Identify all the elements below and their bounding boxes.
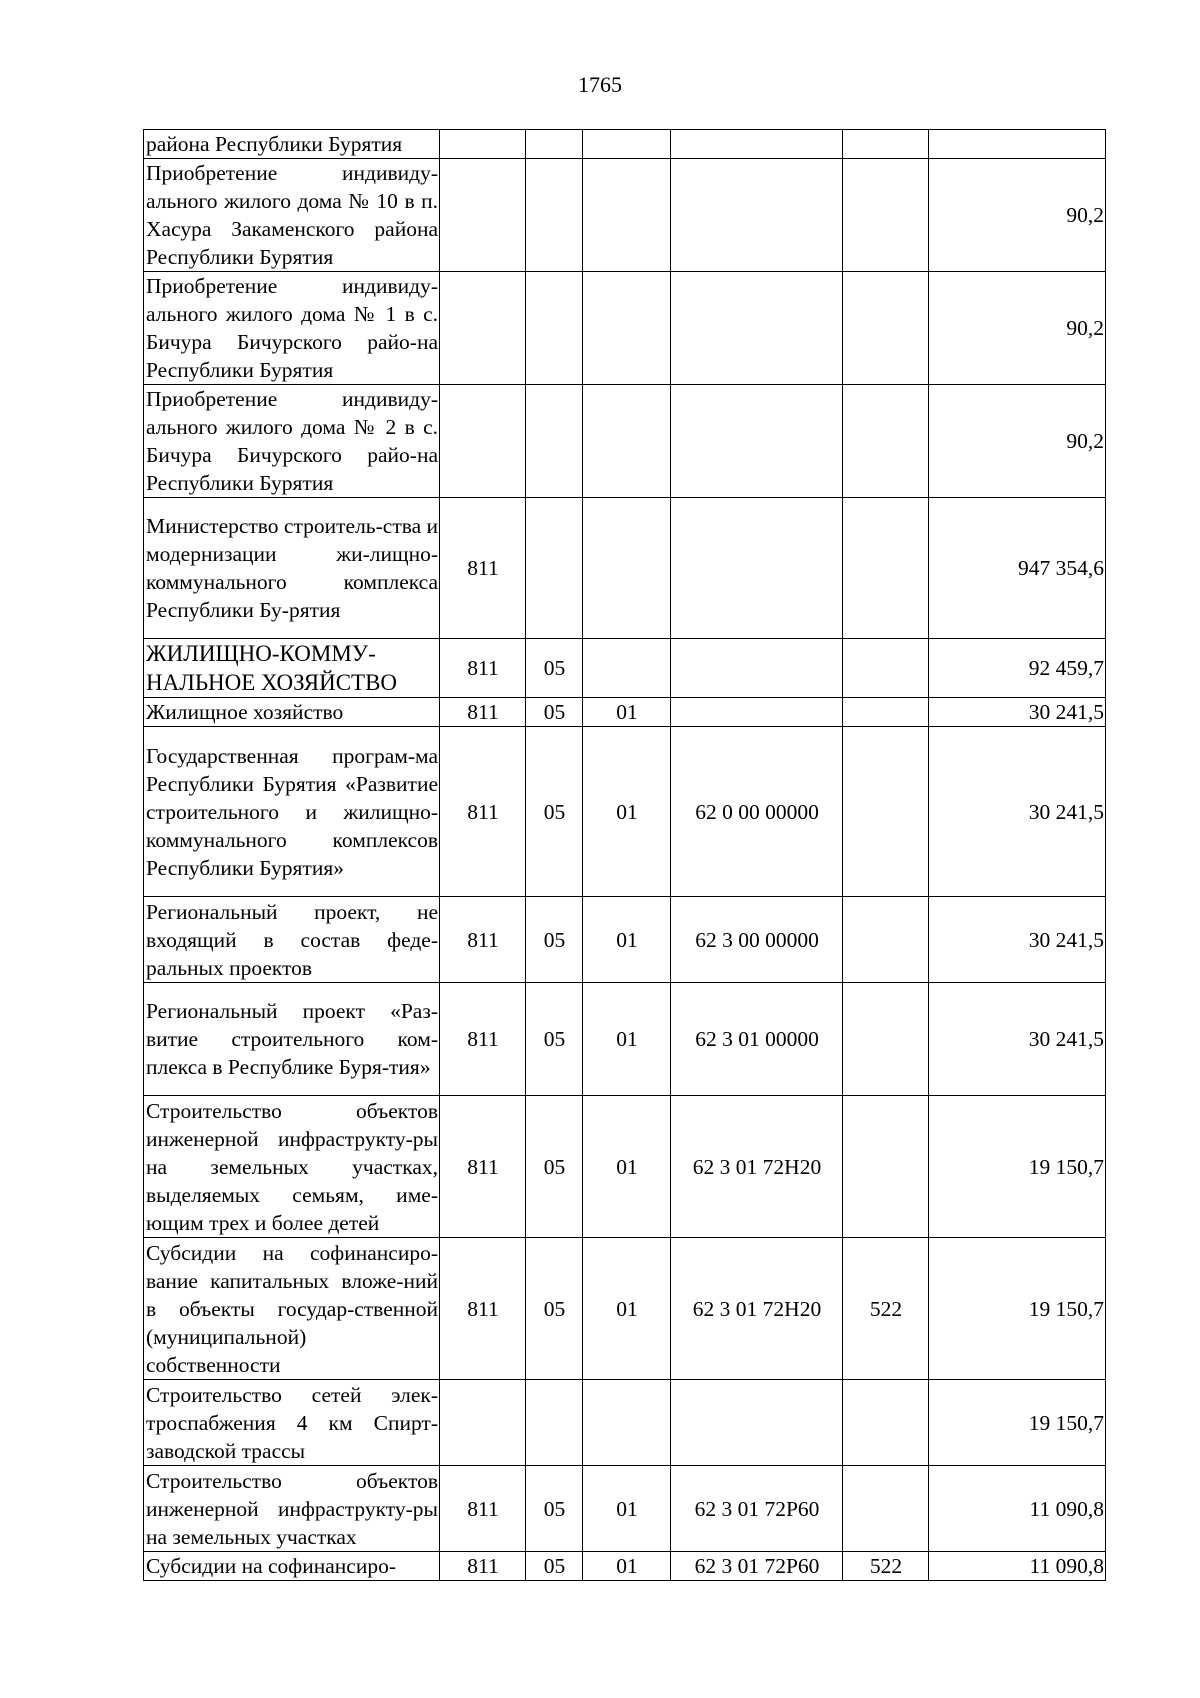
ministry-code xyxy=(440,1380,526,1466)
subsection-code: 01 xyxy=(583,1238,671,1380)
expense-type-code xyxy=(843,983,929,1096)
row-name: Субсидии на софинансиро- xyxy=(144,1552,440,1581)
subsection-code: 01 xyxy=(583,1552,671,1581)
row-name: Региональный проект «Раз-витие строительного ком-плекса в Республике Буря-тия» xyxy=(144,983,440,1096)
ministry-code: 811 xyxy=(440,727,526,897)
table-row xyxy=(144,159,1106,272)
subsection-code xyxy=(583,272,671,385)
expense-type-code xyxy=(843,272,929,385)
row-name: района Республики Бурятия xyxy=(144,130,440,159)
expense-type-code xyxy=(843,1466,929,1552)
target-code xyxy=(671,272,843,385)
target-code xyxy=(671,498,843,639)
section-code xyxy=(526,385,583,498)
table-row xyxy=(144,272,1106,385)
ministry-code: 811 xyxy=(440,1466,526,1552)
section-code: 05 xyxy=(526,698,583,727)
ministry-code xyxy=(440,130,526,159)
page-number: 1765 xyxy=(578,72,622,97)
section-code: 05 xyxy=(526,897,583,983)
ministry-code: 811 xyxy=(440,639,526,698)
amount: 11 090,8 xyxy=(929,1552,1106,1581)
table-row xyxy=(144,1466,1106,1552)
target-code xyxy=(671,698,843,727)
section-code xyxy=(526,159,583,272)
ministry-code xyxy=(440,385,526,498)
subsection-code xyxy=(583,385,671,498)
budget-table xyxy=(143,129,1106,1581)
table-row xyxy=(144,130,1106,159)
row-name: Приобретение индивиду-ального жилого дома № 2 в с. Бичура Бичурского райо-на Республики Бурятия xyxy=(144,385,440,498)
subsection-code xyxy=(583,159,671,272)
table-row xyxy=(144,727,1106,897)
subsection-code: 01 xyxy=(583,897,671,983)
row-name: Приобретение индивиду-ального жилого дома № 1 в с. Бичура Бичурского райо-на Республики Бурятия xyxy=(144,272,440,385)
amount: 92 459,7 xyxy=(929,639,1106,698)
table-row xyxy=(144,983,1106,1096)
expense-type-code xyxy=(843,1380,929,1466)
ministry-code xyxy=(440,159,526,272)
subsection-code: 01 xyxy=(583,698,671,727)
target-code: 62 3 01 72H20 xyxy=(671,1238,843,1380)
section-code xyxy=(526,1380,583,1466)
table-row xyxy=(144,1552,1106,1581)
expense-type-code: 522 xyxy=(843,1552,929,1581)
target-code xyxy=(671,385,843,498)
ministry-code: 811 xyxy=(440,498,526,639)
row-name: ЖИЛИЩНО-КОММУ-НАЛЬНОЕ ХОЗЯЙСТВО xyxy=(144,639,440,698)
amount: 30 241,5 xyxy=(929,897,1106,983)
table-row xyxy=(144,639,1106,698)
target-code: 62 3 01 00000 xyxy=(671,983,843,1096)
section-code: 05 xyxy=(526,639,583,698)
ministry-code: 811 xyxy=(440,1552,526,1581)
section-code xyxy=(526,130,583,159)
expense-type-code xyxy=(843,498,929,639)
amount: 90,2 xyxy=(929,385,1106,498)
row-name: Строительство объектов инженерной инфраструкту-ры на земельных участках, выделяемых семьям, име-ющим трех и более детей xyxy=(144,1096,440,1238)
target-code xyxy=(671,130,843,159)
target-code: 62 3 01 72H20 xyxy=(671,1096,843,1238)
target-code: 62 3 01 72P60 xyxy=(671,1552,843,1581)
row-name: Субсидии на софинансиро-вание капитальных вложе-ний в объекты государ-ственной (муниципальной) собственности xyxy=(144,1238,440,1380)
row-name: Государственная програм-ма Республики Бурятия «Развитие строительного и жилищно-коммунального комплексов Республики Бурятия» xyxy=(144,727,440,897)
row-name: Приобретение индивиду-ального жилого дома № 10 в п. Хасура Закаменского района Республики Бурятия xyxy=(144,159,440,272)
row-name: Жилищное хозяйство xyxy=(144,698,440,727)
row-name: Министерство строитель-ства и модернизации жи-лищно-коммунального комплекса Республики Бу-рятия xyxy=(144,498,440,639)
subsection-code xyxy=(583,498,671,639)
amount: 90,2 xyxy=(929,159,1106,272)
amount: 19 150,7 xyxy=(929,1238,1106,1380)
table-row xyxy=(144,498,1106,639)
amount: 19 150,7 xyxy=(929,1096,1106,1238)
section-code: 05 xyxy=(526,727,583,897)
subsection-code: 01 xyxy=(583,727,671,897)
target-code xyxy=(671,1380,843,1466)
subsection-code: 01 xyxy=(583,1466,671,1552)
row-name: Строительство сетей элек-троспабжения 4 км Спирт-заводской трассы xyxy=(144,1380,440,1466)
section-code xyxy=(526,498,583,639)
expense-type-code xyxy=(843,1096,929,1238)
table-row xyxy=(144,1238,1106,1380)
expense-type-code xyxy=(843,385,929,498)
expense-type-code: 522 xyxy=(843,1238,929,1380)
row-name: Региональный проект, не входящий в состав феде-ральных проектов xyxy=(144,897,440,983)
ministry-code: 811 xyxy=(440,698,526,727)
target-code xyxy=(671,159,843,272)
section-code: 05 xyxy=(526,1466,583,1552)
amount: 30 241,5 xyxy=(929,698,1106,727)
table-row xyxy=(144,1096,1106,1238)
section-code: 05 xyxy=(526,1552,583,1581)
expense-type-code xyxy=(843,897,929,983)
expense-type-code xyxy=(843,639,929,698)
expense-type-code xyxy=(843,159,929,272)
ministry-code: 811 xyxy=(440,983,526,1096)
ministry-code: 811 xyxy=(440,1096,526,1238)
amount xyxy=(929,130,1106,159)
table-row xyxy=(144,1380,1106,1466)
table-row xyxy=(144,897,1106,983)
section-code: 05 xyxy=(526,1096,583,1238)
ministry-code xyxy=(440,272,526,385)
target-code: 62 3 00 00000 xyxy=(671,897,843,983)
target-code xyxy=(671,639,843,698)
subsection-code xyxy=(583,639,671,698)
subsection-code: 01 xyxy=(583,1096,671,1238)
amount: 30 241,5 xyxy=(929,727,1106,897)
expense-type-code xyxy=(843,727,929,897)
row-name: Строительство объектов инженерной инфраструкту-ры на земельных участках xyxy=(144,1466,440,1552)
ministry-code: 811 xyxy=(440,897,526,983)
subsection-code: 01 xyxy=(583,983,671,1096)
subsection-code xyxy=(583,1380,671,1466)
section-code: 05 xyxy=(526,1238,583,1380)
amount: 30 241,5 xyxy=(929,983,1106,1096)
amount: 19 150,7 xyxy=(929,1380,1106,1466)
subsection-code xyxy=(583,130,671,159)
table-row xyxy=(144,698,1106,727)
expense-type-code xyxy=(843,130,929,159)
section-code xyxy=(526,272,583,385)
amount: 90,2 xyxy=(929,272,1106,385)
table-row xyxy=(144,385,1106,498)
amount: 11 090,8 xyxy=(929,1466,1106,1552)
amount: 947 354,6 xyxy=(929,498,1106,639)
expense-type-code xyxy=(843,698,929,727)
target-code: 62 0 00 00000 xyxy=(671,727,843,897)
ministry-code: 811 xyxy=(440,1238,526,1380)
section-code: 05 xyxy=(526,983,583,1096)
target-code: 62 3 01 72P60 xyxy=(671,1466,843,1552)
